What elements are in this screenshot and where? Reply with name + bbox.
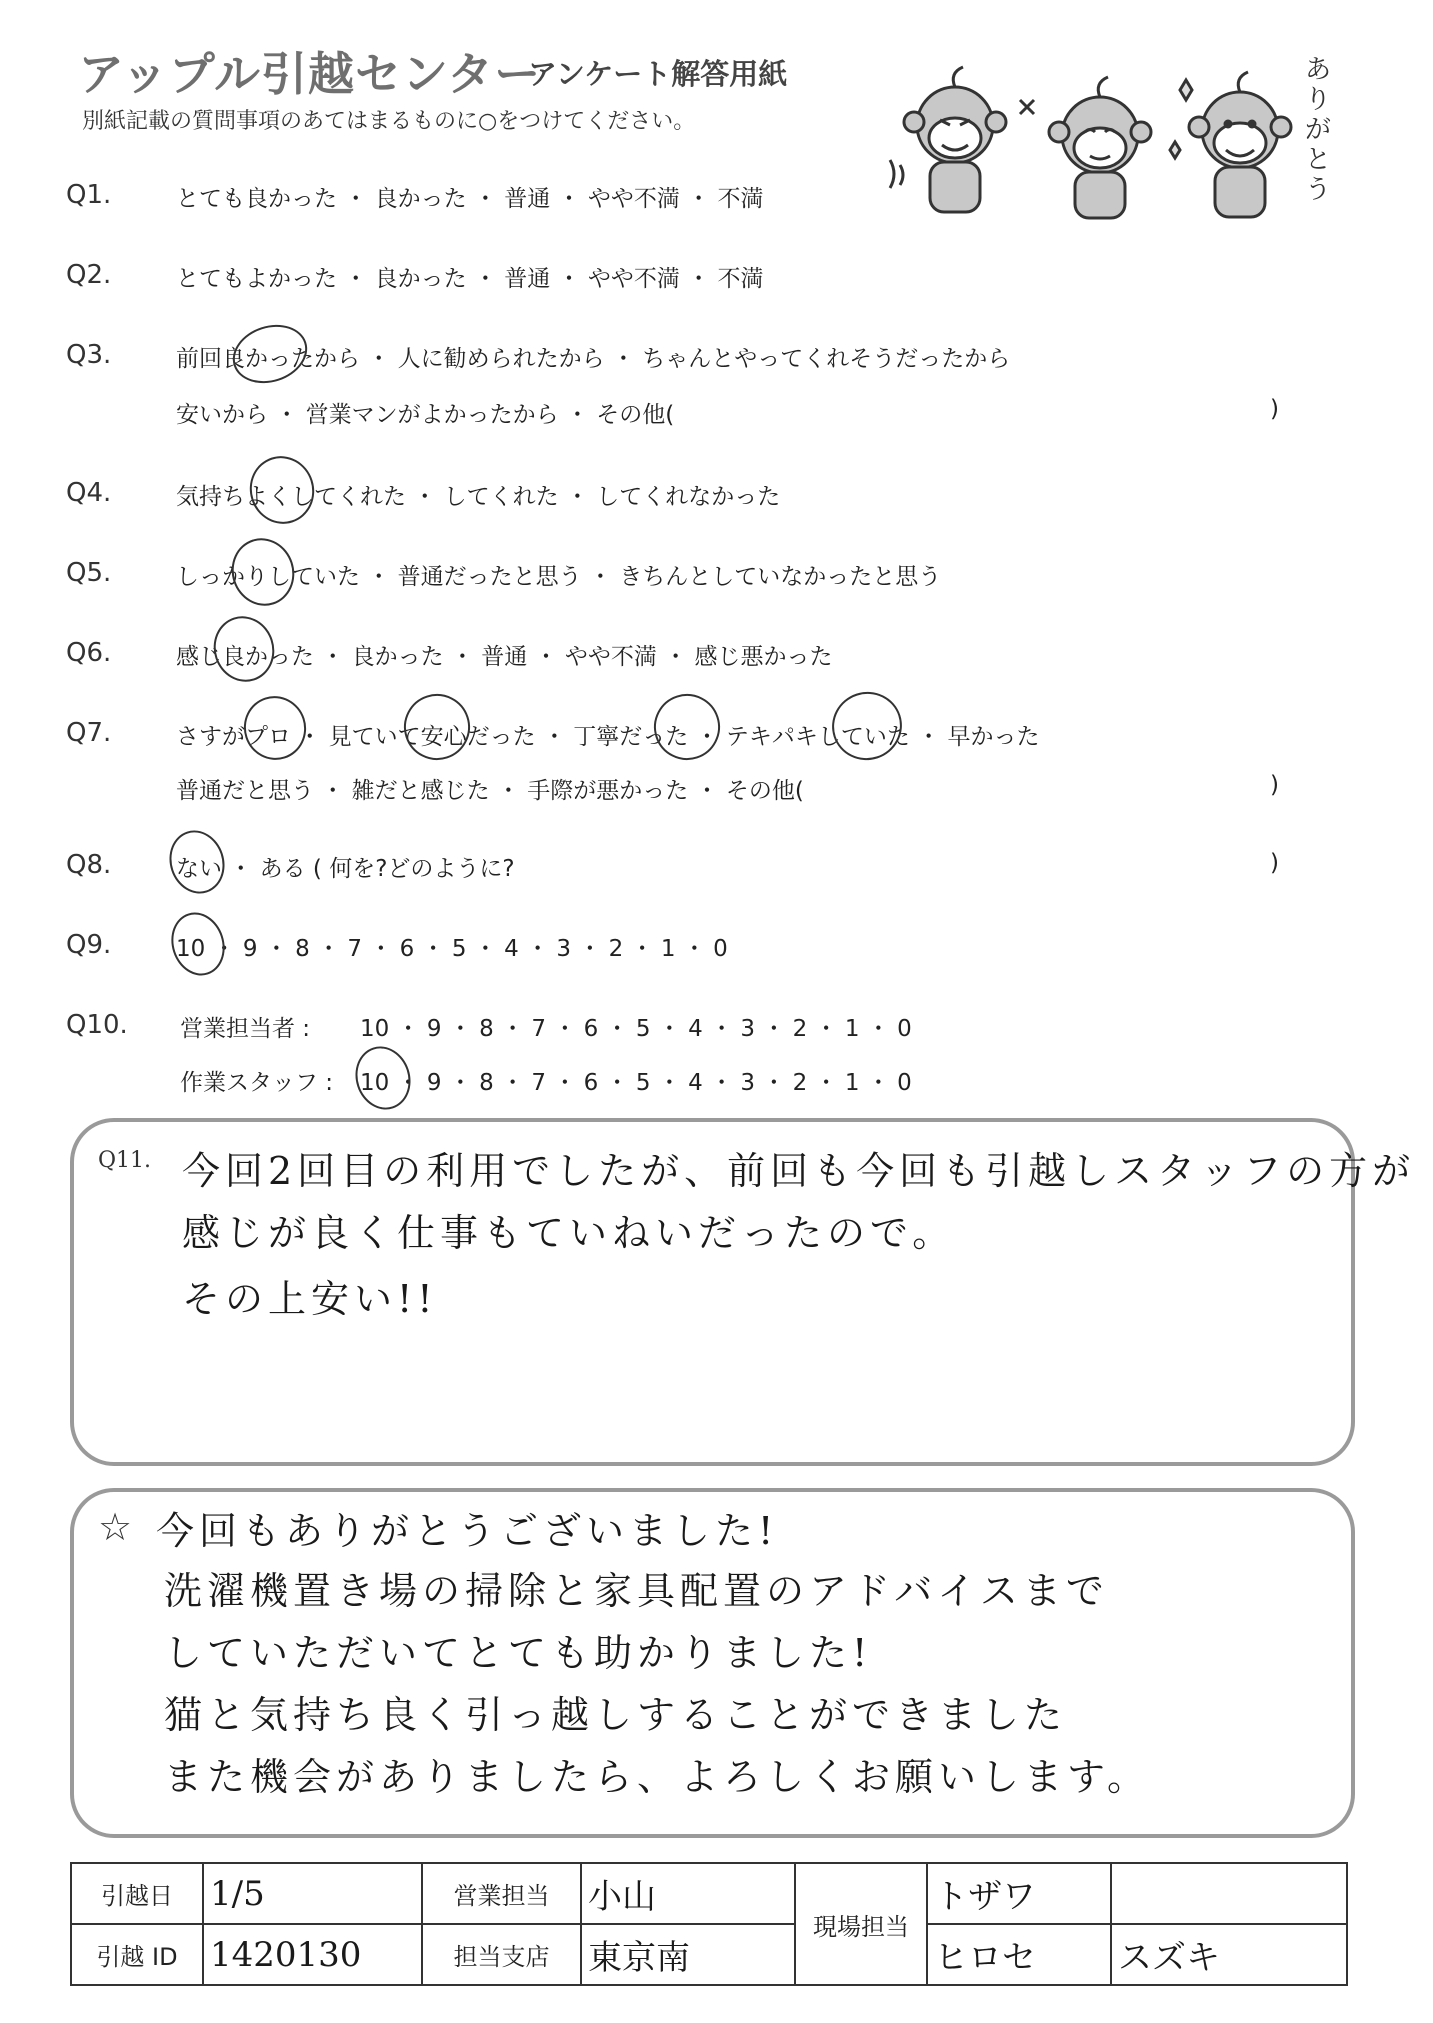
sales-rep-value: 小山 [581,1863,795,1924]
q4-label: Q4. [66,478,112,508]
star-icon: ☆ [98,1505,133,1549]
branch-value: 東京南 [581,1924,795,1985]
q3-options-line2: 安いから ・ 営業マンがよかったから ・ その他( [176,402,675,428]
message-line-5: また機会がありましたら、よろしくお願いします。 [164,1755,1150,1799]
q2-label: Q2. [66,260,112,290]
q10-staff-answer-circle [347,1039,418,1117]
q6-options: 感じ良かった ・ 良かった ・ 普通 ・ やや不満 ・ 感じ悪かった [176,644,833,670]
thanks-vertical-text: ありがとう [1305,55,1332,205]
q8-label: Q8. [66,850,112,880]
q8-options: ない ・ ある ( 何を?どのように? [176,856,515,882]
q3-label: Q3. [66,340,112,370]
q10-sales-label: 営業担当者 : [180,1016,311,1042]
move-info-table [70,1862,1348,1986]
q5-answer-circle [223,530,303,614]
site-staff-3: スズキ [1111,1924,1347,1985]
q3-answer-circle [225,316,315,393]
q10-sales-scale: 10 ・ 9 ・ 8 ・ 7 ・ 6 ・ 5 ・ 4 ・ 3 ・ 2 ・ 1 ・ 0 [360,1016,912,1042]
q10-staff-label: 作業スタッフ : [180,1070,334,1096]
q3-options-line1: 前回良かったから ・ 人に勧められたから ・ ちゃんとやってくれそうだったから [176,346,1011,372]
monkey-mascots-illustration [880,40,1340,230]
q1-label: Q1. [66,180,112,210]
site-staff-empty-cell [1111,1863,1347,1924]
q7-answer-circle-teinei [645,685,728,768]
instruction-text: 別紙記載の質問事項のあてはまるものに○をつけてください。 [82,109,696,134]
q6-answer-circle [205,608,282,689]
q11-comment-line-1: 今回2回目の利用でしたが、前回も今回も引越しスタッフの方が [182,1149,1416,1193]
q10-label: Q10. [66,1010,128,1040]
q5-options: しっかりしていた ・ 普通だったと思う ・ きちんとしていなかったと思う [176,564,942,590]
q3-close-paren: ) [1270,396,1279,422]
move-date-value: 1/5 [203,1863,422,1924]
move-id-label: 引越 ID [71,1924,203,1985]
q11-comment-line-2: 感じが良く仕事もていねいだったので。 [182,1211,956,1255]
q7-options-line2: 普通だと思う ・ 雑だと感じた ・ 手際が悪かった ・ その他( [176,778,804,804]
site-staff-1: トザワ [927,1863,1111,1924]
message-line-4: 猫と気持ち良く引っ越しすることができました [164,1693,1068,1737]
message-line-3: していただいてとても助かりました! [164,1631,873,1675]
q7-answer-circle-pro [236,688,315,768]
company-title: アップル引越センター [78,47,542,101]
message-line-2: 洗濯機置き場の掃除と家具配置のアドバイスまで [164,1569,1109,1613]
message-line-1: 今回もありがとうございました! [156,1509,779,1553]
q1-options: とても良かった ・ 良かった ・ 普通 ・ やや不満 ・ 不満 [176,186,764,212]
site-staff-label: 現場担当 [795,1863,927,1985]
q8-close-paren: ) [1270,850,1279,876]
q9-label: Q9. [66,930,112,960]
q4-options: 気持ちよくしてくれた ・ してくれた ・ してくれなかった [176,484,781,510]
site-staff-2: ヒロセ [927,1924,1111,1985]
move-id-value: 1420130 [203,1924,422,1985]
sales-rep-label: 営業担当 [422,1863,581,1924]
q7-answer-circle-anshin [395,685,478,768]
form-subtitle: アンケート解答用紙 [528,57,788,91]
move-date-label: 引越日 [71,1863,203,1924]
q9-scale: 10 ・ 9 ・ 8 ・ 7 ・ 6 ・ 5 ・ 4 ・ 3 ・ 2 ・ 1 ・ 0 [176,936,728,962]
q7-options-line1: さすがプロ ・ 見ていて安心だった ・ 丁寧だった ・ テキパキしていた ・ 早かった [176,724,1040,750]
q11-comment-line-3: その上安い!! [182,1277,438,1321]
q8-answer-circle [161,823,232,901]
q11-label: Q11. [98,1148,152,1173]
q7-answer-circle-tekipaki [823,683,911,769]
q7-close-paren: ) [1270,772,1279,798]
q6-label: Q6. [66,638,112,668]
q7-label: Q7. [66,718,112,748]
q9-answer-circle [163,906,232,983]
q2-options: とてもよかった ・ 良かった ・ 普通 ・ やや不満 ・ 不満 [176,266,764,292]
q5-label: Q5. [66,558,112,588]
branch-label: 担当支店 [422,1924,581,1985]
q10-staff-scale: 10 ・ 9 ・ 8 ・ 7 ・ 6 ・ 5 ・ 4 ・ 3 ・ 2 ・ 1 ・ 0 [360,1070,912,1096]
q4-answer-circle [241,448,323,532]
